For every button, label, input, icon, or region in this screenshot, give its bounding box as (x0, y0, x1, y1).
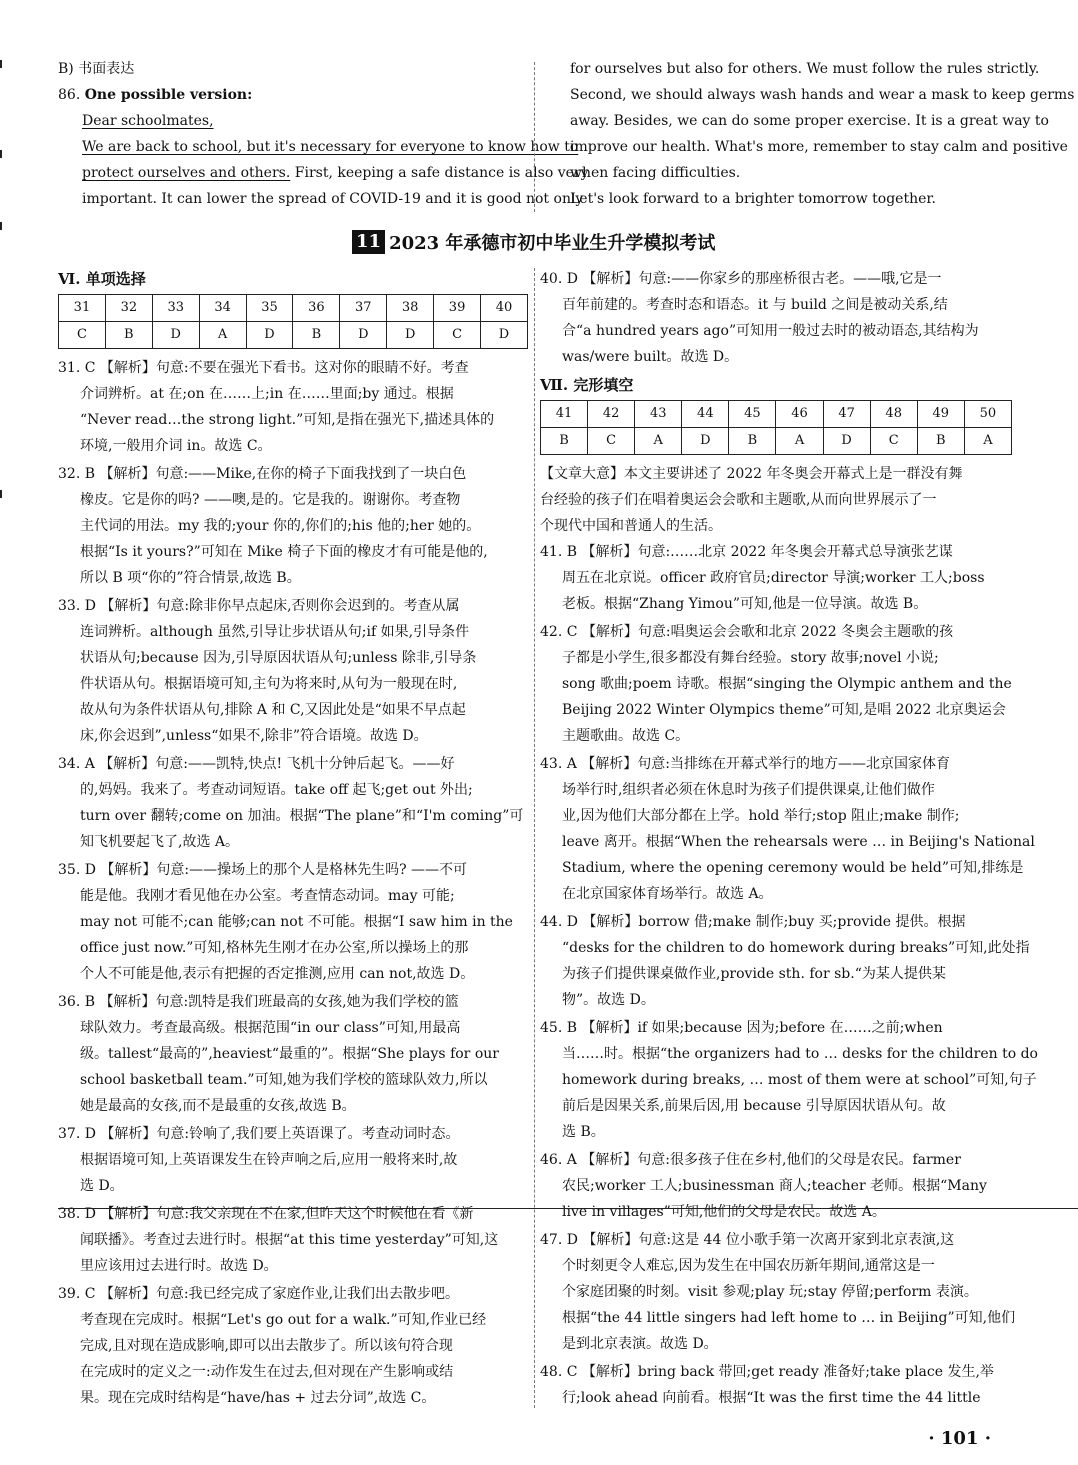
edge-mark (0, 490, 2, 498)
question-number-row (59, 295, 528, 322)
answer-cell: B (293, 322, 340, 349)
essay-heading: 86. One possible version: (58, 87, 253, 103)
explanation-line: 42. C 【解析】句意:唱奥运会会歌和北京 2022 冬奥会主题歌的孩 (540, 624, 954, 640)
explanation-item (540, 1227, 1016, 1357)
question-number-cell: 43 (635, 401, 682, 428)
section-heading: Ⅶ. 完形填空 (540, 376, 634, 394)
explanation-line: 前后是因果关系,前果后因,用 because 引导原因状语从句。故 (562, 1098, 946, 1114)
question-number-cell: 50 (964, 401, 1011, 428)
section-heading: Ⅵ. 单项选择 (58, 270, 146, 288)
answer-cell: B (729, 428, 776, 455)
explanation-line: turn over 翻转;come on 加油。根据“The plane”和“I'm coming”可 (80, 808, 524, 824)
strike-line (58, 1208, 1078, 1209)
explanation-line: may not 可能不;can 能够;can not 不可能。根据“I saw him in the (80, 914, 513, 930)
explanation-line: 业,因为他们大部分都在上学。hold 举行;stop 阻止;make 制作; (562, 808, 960, 824)
explanation-line: 38. D 【解析】句意:我父亲现在不在家,但昨天这个时候他在看《新 (58, 1206, 474, 1222)
essay-right (570, 56, 1075, 212)
explanation-line: 主题歌曲。故选 C。 (562, 728, 690, 744)
question-number-cell: 41 (541, 401, 588, 428)
question-number-cell: 36 (293, 295, 340, 322)
explanation-line: 所以 B 项“你的”符合情景,故选 B。 (80, 570, 301, 586)
explanation-line: 老板。根据“Zhang Yimou”可知,他是一位导演。故选 B。 (562, 596, 928, 612)
explanation-line: 百年前建的。考查时态和语态。it 与 build 之间是被动关系,结 (562, 297, 948, 313)
question-number-cell: 34 (199, 295, 246, 322)
explanation-item (58, 461, 528, 591)
explanation-item (58, 857, 528, 987)
explanation-line: 44. D 【解析】borrow 借;make 制作;buy 买;provide 提供。根据 (540, 914, 966, 930)
explanation-line: 物”。故选 D。 (562, 992, 655, 1008)
answer-cell: D (682, 428, 729, 455)
answer-table (540, 400, 1012, 455)
explanation-line: 的,妈妈。我来了。考查动词短语。take off 起飞;get out 外出; (80, 782, 473, 798)
explanation-line: 行;look ahead 向前看。根据“It was the first time the 44 little (562, 1390, 981, 1406)
question-number-cell: 46 (776, 401, 823, 428)
explanation-item (540, 266, 1012, 370)
question-number-cell: 33 (152, 295, 199, 322)
explanation-line: 周五在北京说。officer 政府官员;director 导演;worker 工人;boss (562, 570, 985, 586)
essay-line-rest: First, keeping a safe distance is also very (290, 165, 589, 181)
explanation-item (540, 1359, 1012, 1411)
exam-title-text: 2023 年承德市初中毕业生升学模拟考试 (389, 233, 716, 254)
explanation-line: 橡皮。它是你的吗? ——噢,是的。它是我的。谢谢你。考查物 (80, 492, 461, 508)
explanation-item (540, 751, 1035, 907)
explanation-line: 48. C 【解析】bring back 带回;get ready 准备好;take place 发生,举 (540, 1364, 994, 1380)
question-number-cell: 47 (823, 401, 870, 428)
explanation-line: 31. C 【解析】句意:不要在强光下看书。这对你的眼睛不好。考查 (58, 360, 469, 376)
essay-line: Let's look forward to a brighter tomorrow together. (570, 191, 937, 207)
answer-cell: D (340, 322, 387, 349)
essay-line: improve our health. What's more, remember to stay calm and positive (570, 139, 1068, 155)
answer-cell: A (199, 322, 246, 349)
explanation-line: 环境,一般用介词 in。故选 C。 (80, 438, 272, 454)
right-column (540, 266, 1038, 1413)
column-divider (534, 268, 535, 1408)
essay-line: We are back to school, but it's necessary for everyone to know how to (82, 139, 579, 155)
explanation-line: 根据“the 44 little singers had left home to … in Beijing”可知,他们 (562, 1310, 1016, 1326)
essay-left (58, 56, 589, 212)
answer-cell: B (917, 428, 964, 455)
explanation-line: 39. C 【解析】句意:我已经完成了家庭作业,让我们出去散步吧。 (58, 1286, 460, 1302)
question-number-cell: 40 (481, 295, 528, 322)
explanation-line: 个人不可能是他,表示有把握的否定推测,应用 can not,故选 D。 (80, 966, 475, 982)
explanation-line: 床,你会迟到”,unless“如果不,除非”符合语境。故选 D。 (80, 728, 428, 744)
answer-cell: A (776, 428, 823, 455)
explanation-line: 级。tallest“最高的”,heaviest“最重的”。根据“She plays for our (80, 1046, 499, 1062)
explanation-line: 32. B 【解析】句意:——Mike,在你的椅子下面我找到了一块白色 (58, 466, 467, 482)
question-number-cell: 38 (387, 295, 434, 322)
answer-cell: C (59, 322, 106, 349)
explanation-item (540, 909, 1030, 1013)
explanation-line: 主代词的用法。my 我的;your 你的,你们的;his 他的;her 她的。 (80, 518, 481, 534)
explanation-item (540, 1015, 1038, 1145)
explanation-line: 36. B 【解析】句意:凯特是我们班最高的女孩,她为我们学校的篮 (58, 994, 459, 1010)
explanation-line: 33. D 【解析】句意:除非你早点起床,否则你会迟到的。考查从属 (58, 598, 460, 614)
essay-section-label: B) 书面表达 (58, 61, 135, 77)
explanation-item (58, 1281, 528, 1411)
explanation-line: “Never read…the strong light.”可知,是指在强光下,描述具体的 (80, 412, 495, 428)
explanation-line: 选 B。 (562, 1124, 605, 1140)
explanation-list (540, 539, 1038, 1411)
explanation-line: was/were built。故选 D。 (562, 349, 739, 365)
explanation-line: 完成,且对现在造成影响,即可以出去散步了。所以该句符合现 (80, 1338, 453, 1354)
explanation-line: 当……时。根据“the organizers had to … desks for the children to do (562, 1046, 1038, 1062)
answer-cell: A (964, 428, 1011, 455)
explanation-line: 43. A 【解析】句意:当排练在开幕式举行的地方——北京国家体育 (540, 756, 950, 772)
answer-cell: D (387, 322, 434, 349)
left-column (58, 266, 528, 1413)
explanation-line: 34. A 【解析】句意:——凯特,快点! 飞机十分钟后起飞。——好 (58, 756, 455, 772)
answer-cell: D (152, 322, 199, 349)
explanation-line: 个时刻更令人难忘,因为发生在中国农历新年期间,通常这是一 (562, 1258, 935, 1274)
exam-number-badge: 11 (352, 230, 385, 254)
explanation-line: 41. B 【解析】句意:……北京 2022 年冬奥会开幕式总导演张艺谋 (540, 544, 953, 560)
answer-cell: D (246, 322, 293, 349)
answer-cell: D (823, 428, 870, 455)
edge-mark (0, 60, 2, 68)
explanation-line: 果。现在完成时结构是“have/has + 过去分词”,故选 C。 (80, 1390, 436, 1406)
summary-line: 【文章大意】本文主要讲述了 2022 年冬奥会开幕式上是一群没有舞 (540, 466, 963, 482)
explanation-line: 37. D 【解析】句意:铃响了,我们要上英语课了。考查动词时态。 (58, 1126, 460, 1142)
explanation-item (540, 619, 1012, 749)
explanation-line: 知飞机要起飞了,故选 A。 (80, 834, 240, 850)
explanation-line: 介词辨析。at 在;on 在……上;in 在……里面;by 通过。根据 (80, 386, 454, 402)
explanation-line: 40. D 【解析】句意:——你家乡的那座桥很古老。——哦,它是一 (540, 271, 942, 287)
explanation-line: 是到北京表演。故选 D。 (562, 1336, 718, 1352)
explanation-line: 35. D 【解析】句意:——操场上的那个人是格林先生吗? ——不可 (58, 862, 468, 878)
question-number-cell: 44 (682, 401, 729, 428)
explanation-line: 场举行时,组织者必须在休息时为孩子们提供课桌,让他们做作 (562, 782, 935, 798)
explanation-line: “desks for the children to do homework during breaks”可知,此处指 (562, 940, 1030, 956)
exam-title (352, 228, 715, 256)
explanation-line: 45. B 【解析】if 如果;because 因为;before 在……之前;when (540, 1020, 943, 1036)
question-number-cell: 31 (59, 295, 106, 322)
column-divider (534, 62, 535, 212)
edge-mark (0, 222, 2, 230)
explanation-line: 里应该用过去进行时。故选 D。 (80, 1258, 278, 1274)
explanation-line: Stadium, where the opening ceremony would be held”可知,排练是 (562, 860, 1024, 876)
answer-cell: D (481, 322, 528, 349)
answer-cell: A (635, 428, 682, 455)
explanation-line: 47. D 【解析】句意:这是 44 位小歌手第一次离开家到北京表演,这 (540, 1232, 955, 1248)
answer-cell: C (588, 428, 635, 455)
essay-line: away. Besides, we can do some proper exercise. It is a great way to (570, 113, 1049, 129)
essay-line: for ourselves but also for others. We must follow the rules strictly. (570, 61, 1040, 77)
answer-cell: C (434, 322, 481, 349)
essay-line (58, 160, 589, 186)
explanation-item (58, 355, 528, 459)
explanation-item (58, 1121, 528, 1199)
question-number-cell: 32 (105, 295, 152, 322)
answer-table (58, 294, 528, 349)
explanation-item (540, 539, 1012, 617)
question-number-cell: 35 (246, 295, 293, 322)
explanation-line: 考查现在完成时。根据“Let's go out for a walk.”可知,作业已经 (80, 1312, 487, 1328)
explanation-item (58, 593, 528, 749)
answer-cell: B (105, 322, 152, 349)
question-number-cell: 49 (917, 401, 964, 428)
explanation-line: song 歌曲;poem 诗歌。根据“singing the Olympic anthem and the (562, 676, 1012, 692)
summary-line: 个现代中国和普通人的生活。 (540, 518, 722, 534)
explanation-line: 为孩子们提供课桌做作业,provide sth. for sb.“为某人提供某 (562, 966, 946, 982)
explanation-line: 根据语境可知,上英语课发生在铃声响之后,应用一般将来时,故 (80, 1152, 458, 1168)
essay-line-underlined: protect ourselves and others. (82, 165, 291, 181)
explanation-item (58, 1201, 528, 1279)
answer-cell: C (870, 428, 917, 455)
explanation-line: leave 离开。根据“When the rehearsals were … in Beijing's National (562, 834, 1035, 850)
explanation-line: office just now.”可知,格林先生刚才在办公室,所以操场上的那 (80, 940, 469, 956)
answer-row (59, 322, 528, 349)
explanation-line: 在北京国家体育场举行。故选 A。 (562, 886, 773, 902)
explanation-item (58, 989, 528, 1119)
explanation-line: 件状语从句。根据语境可知,主句为将来时,从句为一般现在时, (80, 676, 458, 692)
page-number: · 101 · (928, 1428, 991, 1449)
explanation-line: 个家庭团聚的时刻。visit 参观;play 玩;stay 停留;perform 表演。 (562, 1284, 978, 1300)
essay-line: Dear schoolmates, (82, 113, 214, 129)
essay-line: when facing difficulties. (570, 165, 741, 181)
explanation-line: 选 D。 (80, 1178, 124, 1194)
explanation-line: 合“a hundred years ago”可知用一般过去时的被动语态,其结构为 (562, 323, 979, 339)
explanation-line: 子都是小学生,很多都没有舞台经验。story 故事;novel 小说; (562, 650, 939, 666)
explanation-list (58, 355, 528, 1411)
explanation-line: 在完成时的定义之一:动作发生在过去,但对现在产生影响或结 (80, 1364, 454, 1380)
explanation-item (58, 751, 528, 855)
explanation-line: live in villages”可知,他们的父母是农民。故选 A。 (562, 1204, 886, 1220)
summary-line: 台经验的孩子们在唱着奥运会会歌和主题歌,从而向世界展示了一 (540, 492, 937, 508)
question-number-cell: 42 (588, 401, 635, 428)
explanation-line: 故从句为条件状语从句,排除 A 和 C,又因此处是“如果不早点起 (80, 702, 466, 718)
question-number-row (541, 401, 1012, 428)
question-number-cell: 45 (729, 401, 776, 428)
explanation-line: homework during breaks, … most of them were at school”可知,句子 (562, 1072, 1037, 1088)
essay-line: Second, we should always wash hands and wear a mask to keep germs (570, 87, 1075, 103)
explanation-line: 连词辨析。although 虽然,引导让步状语从句;if 如果,引导条件 (80, 624, 470, 640)
question-number-cell: 37 (340, 295, 387, 322)
explanation-line: 46. A 【解析】句意:很多孩子住在乡村,他们的父母是农民。farmer (540, 1152, 961, 1168)
explanation-line: 她是最高的女孩,而不是最重的女孩,故选 B。 (80, 1098, 356, 1114)
question-number-cell: 39 (434, 295, 481, 322)
answer-row (541, 428, 1012, 455)
explanation-line: 根据“Is it yours?”可知在 Mike 椅子下面的橡皮才有可能是他的, (80, 544, 488, 560)
question-number-cell: 48 (870, 401, 917, 428)
essay-line: important. It can lower the spread of COVID-19 and it is good not only (82, 191, 584, 207)
explanation-item (540, 1147, 1012, 1225)
explanation-line: 能是他。我刚才看见他在办公室。考查情态动词。may 可能; (80, 888, 455, 904)
explanation-line: 球队效力。考查最高级。根据范围“in our class”可知,用最高 (80, 1020, 461, 1036)
edge-mark (0, 150, 2, 158)
explanation-line: 农民;worker 工人;businessman 商人;teacher 老师。根据“Many (562, 1178, 987, 1194)
answer-cell: B (541, 428, 588, 455)
explanation-line: school basketball team.”可知,她为我们学校的篮球队效力,所以 (80, 1072, 488, 1088)
explanation-line: Beijing 2022 Winter Olympics theme”可知,是唱 2022 北京奥运会 (562, 702, 1006, 718)
explanation-line: 闻联播》。考查过去进行时。根据“at this time yesterday”可知,这 (80, 1232, 499, 1248)
explanation-line: 状语从句;because 因为,引导原因状语从句;unless 除非,引导条 (80, 650, 477, 666)
article-summary (540, 461, 1012, 539)
essay-title: One possible version: (84, 87, 253, 103)
